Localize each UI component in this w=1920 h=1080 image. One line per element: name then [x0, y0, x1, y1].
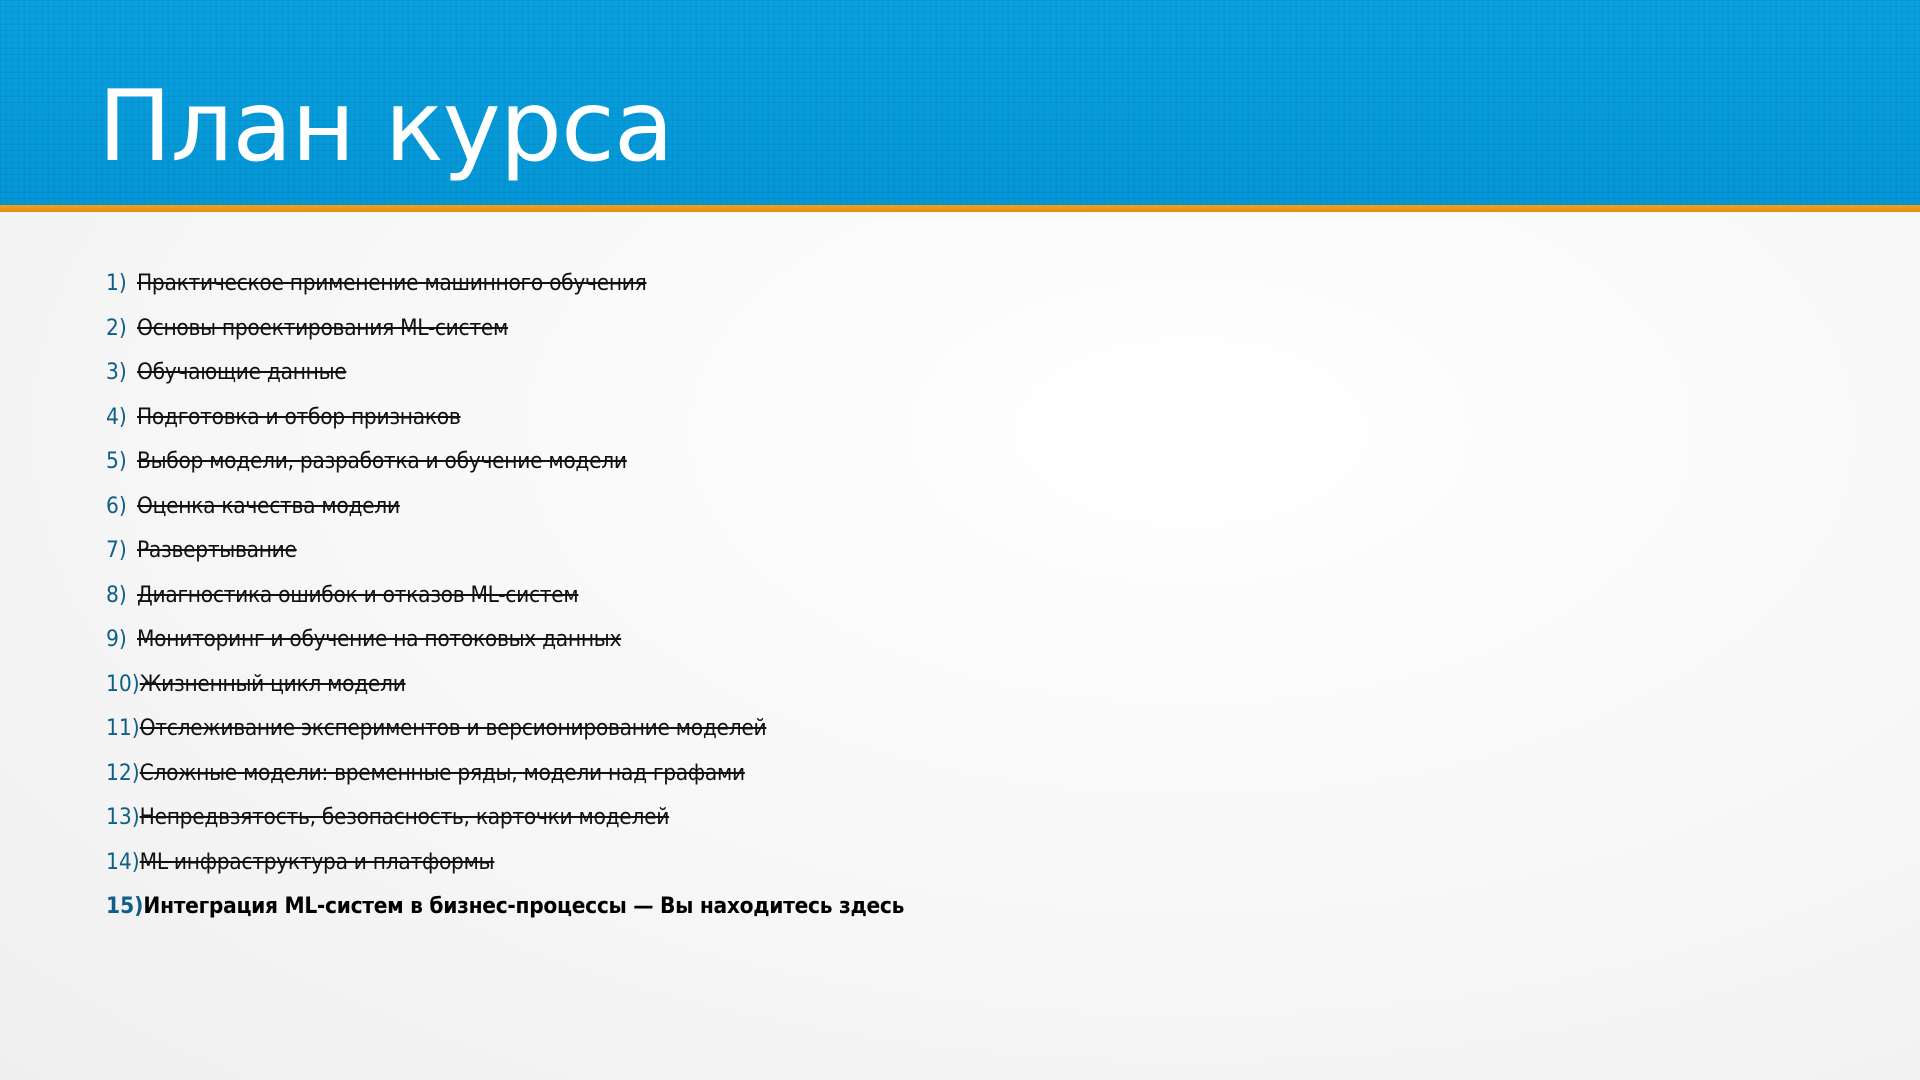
list-item: [106, 849, 904, 894]
list-item: [106, 359, 904, 404]
item-text: Основы проектирования ML-систем: [137, 314, 508, 341]
item-number: 13): [106, 804, 140, 830]
list-item: [106, 493, 904, 538]
list-item: [106, 537, 904, 582]
list-item: [106, 448, 904, 493]
list-item: [106, 893, 904, 938]
list-item: [106, 270, 904, 315]
item-number: 6): [106, 492, 127, 519]
page-title: План курса: [98, 70, 673, 184]
item-number: 14): [106, 848, 140, 875]
item-text: ML инфраструктура и платформы: [139, 848, 495, 875]
item-number: 11): [106, 715, 140, 741]
title-banner: [0, 0, 1920, 205]
item-number: 5): [106, 448, 127, 474]
list-item: [106, 804, 904, 849]
item-number: 10): [106, 670, 140, 697]
item-number: 7): [106, 537, 127, 563]
list-item: [106, 626, 904, 671]
list-item: [106, 715, 904, 760]
list-item: [106, 315, 904, 360]
item-text: Сложные модели: временные ряды, модели над графами: [139, 759, 745, 786]
item-text: Практическое применение машинного обучения: [137, 270, 647, 296]
item-number: 15): [106, 893, 144, 919]
item-number: 3): [106, 359, 127, 385]
item-number: 4): [106, 403, 127, 430]
item-text: Отслеживание экспериментов и версионирование моделей: [139, 715, 767, 741]
item-text: Оценка качества модели: [137, 492, 400, 519]
item-text: Обучающие данные: [137, 359, 347, 385]
item-number: 8): [106, 581, 127, 608]
item-text: Выбор модели, разработка и обучение модели: [137, 448, 627, 474]
list-item: [106, 404, 904, 449]
list-item: [106, 671, 904, 716]
item-text: Развертывание: [137, 537, 297, 563]
item-text: Подготовка и отбор признаков: [137, 403, 461, 430]
item-text: Мониторинг и обучение на потоковых данных: [137, 626, 622, 652]
list-item: [106, 582, 904, 627]
item-number: 2): [106, 314, 127, 341]
item-number: 12): [106, 759, 140, 786]
course-plan-list: [106, 270, 904, 938]
item-text: Жизненный цикл модели: [139, 670, 406, 697]
item-text: Непредвзятость, безопасность, карточки моделей: [139, 804, 670, 830]
item-number: 1): [106, 270, 127, 296]
list-item: [106, 760, 904, 805]
item-text: Диагностика ошибок и отказов ML-систем: [137, 581, 579, 608]
title-banner-divider: [0, 205, 1920, 212]
item-text: Интеграция ML-систем в бизнес-процессы — Вы находитесь здесь: [143, 893, 905, 919]
item-number: 9): [106, 626, 127, 652]
